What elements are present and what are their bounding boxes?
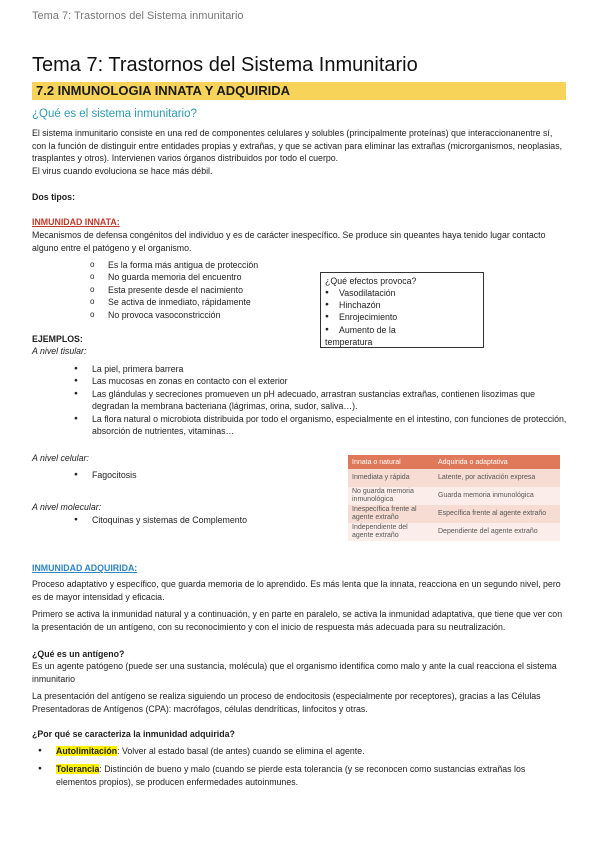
sistema-paragraph: El sistema inmunitario consiste en una red de componentes celulares y solubles (principalmente proteínas) que interaccionanentre sí, con la función de distinguir entre entidades propias y extrañas, y que se activan para eliminar las extrañas (microrganismos, neoplasias, trasplantes y otros). Intervienen varios órganos distribuidos por todo el cuerpo. [32, 128, 563, 163]
sistema-note: El virus cuando evoluciona se hace más débil. [32, 166, 213, 176]
list-item [38, 763, 568, 788]
dos-tipos-label: Dos tipos: [32, 192, 76, 202]
term-autolimitacion: Autolimitación [56, 746, 118, 756]
innata-description: Mecanismos de defensa congénitos del individuo y es de carácter inespecífico. Se produce sin queantes haya tenido lugar contacto alguno entre el patógeno y el organismo. [32, 230, 546, 253]
list-item: o No provoca vasoconstricción [90, 309, 320, 321]
table-cell: Independiente del agente extraño [348, 523, 434, 541]
list-item: ● Aumento de la [325, 324, 479, 336]
running-header: Tema 7: Trastornos del Sistema inmunitario [32, 10, 244, 22]
comparison-table [348, 455, 560, 541]
list-item: ● Citoquinas y sistemas de Complemento [74, 514, 314, 526]
list-item: o Esta presente desde el nacimiento [90, 284, 320, 296]
table-header-innata: Innata o natural [348, 455, 434, 469]
list-item: ● Las glándulas y secreciones promueven un pH adecuado, arrastran sustancias extrañas, contienen lisozimas que degradan la membrana bacteriana (lágrimas, orina, sudor, saliva…). [74, 388, 572, 413]
list-item: ● La flora natural o microbiota distribuida por todo el organismo, especialmente en el intestino, con funciones de protección, absorción de nutrientes, vitaminas… [74, 413, 572, 438]
list-item: ● Fagocitosis [74, 469, 274, 481]
innata-features-list [90, 259, 320, 321]
innata-heading: INMUNIDAD INNATA: [32, 217, 120, 227]
question-antigeno: ¿Qué es un antígeno? [32, 649, 125, 659]
adquirida-heading: INMUNIDAD ADQUIRIDA: [32, 563, 138, 573]
nivel-tisular-label: A nivel tisular: [32, 346, 87, 356]
table-cell: Latente, por activación expresa [434, 469, 560, 487]
list-item: o Se activa de inmediato, rápidamente [90, 296, 320, 308]
table-header-row [348, 455, 560, 469]
adquirida-paragraph-2: Primero se activa la inmunidad natural y a continuación, y en parte en paralelo, se activa la inmunidad adaptativa, que tiene que ver con la presentación de un antígeno, con su reconocimiento y con el inicio de respuesta más adecuada para su neutralización. [32, 609, 563, 632]
molecular-list [74, 514, 314, 526]
tisular-list [74, 363, 572, 437]
celular-list [74, 469, 274, 481]
adquirida-paragraph-1: Proceso adaptativo y específico, que guarda memoria de lo aprendido. Es más lenta que la innata, reacciona en un segundo nivel, pero es de mayor intensidad y eficacia. [32, 579, 561, 602]
table-row [348, 487, 560, 505]
section-title: 7.2 INMUNOLOGIA INNATA Y ADQUIRIDA [36, 83, 290, 98]
table-cell: Inmediata y rápida [348, 469, 434, 487]
table-header-adquirida: Adquirida o adaptativa [434, 455, 560, 469]
question-sistema: ¿Qué es el sistema inmunitario? [32, 108, 197, 120]
efectos-continuation: temperatura [325, 336, 373, 347]
list-item: ● La piel, primera barrera [74, 363, 572, 375]
presentacion-paragraph: La presentación del antígeno se realiza siguiendo un proceso de endocitosis (especialmente por receptores), gracias a las Células Presentadoras de Antígenos (CPA): macrófagos, células dendríticas, linfocitos y otras. [32, 691, 541, 714]
table-row [348, 505, 560, 523]
list-item: ● Hinchazón [325, 299, 479, 311]
term-tolerancia: Tolerancia [56, 764, 100, 775]
question-caracteriza: ¿Por qué se caracteriza la inmunidad adquirida? [32, 729, 235, 739]
efectos-box [320, 272, 484, 348]
efectos-title: ¿Qué efectos provoca? [325, 276, 417, 286]
page-title: Tema 7: Trastornos del Sistema Inmunitario [32, 54, 418, 76]
nivel-molecular-label: A nivel molecular: [32, 502, 102, 512]
list-item: ● Las mucosas en zonas en contacto con el exterior [74, 375, 572, 387]
table-row [348, 523, 560, 541]
table-cell: Específica frente al agente extraño [434, 505, 560, 523]
table-cell: Dependiente del agente extraño [434, 523, 560, 541]
term-text: : Volver al estado basal (de antes) cuando se elimina el agente. [117, 746, 365, 756]
list-item: ● Vasodilatación [325, 287, 479, 299]
ejemplos-heading: EJEMPLOS: [32, 334, 83, 344]
nivel-celular-label: A nivel celular: [32, 453, 89, 463]
table-row [348, 469, 560, 487]
list-item: o Es la forma más antigua de protección [90, 259, 320, 271]
caracteristicas-list [38, 745, 568, 788]
table-cell: Guarda memoria inmunológica [434, 487, 560, 505]
list-item: ● Enrojecimiento [325, 311, 479, 323]
antigeno-paragraph: Es un agente patógeno (puede ser una sustancia, molécula) que el organismo identifica como malo y ante la cual reacciona el sistema inmunitario [32, 661, 557, 684]
list-item: o No guarda memoria del encuentro [90, 271, 320, 283]
table-cell: No guarda memoria inmunológica [348, 487, 434, 505]
efectos-list [325, 287, 479, 336]
list-item [38, 745, 568, 757]
table-cell: Inespecífica frente al agente extraño [348, 505, 434, 523]
term-text: : Distinción de bueno y malo (cuando se pierde esta tolerancia (y se reconocen como sustancias extrañas los elementos propios), se producen enfermedades autoinmunes. [56, 764, 526, 787]
